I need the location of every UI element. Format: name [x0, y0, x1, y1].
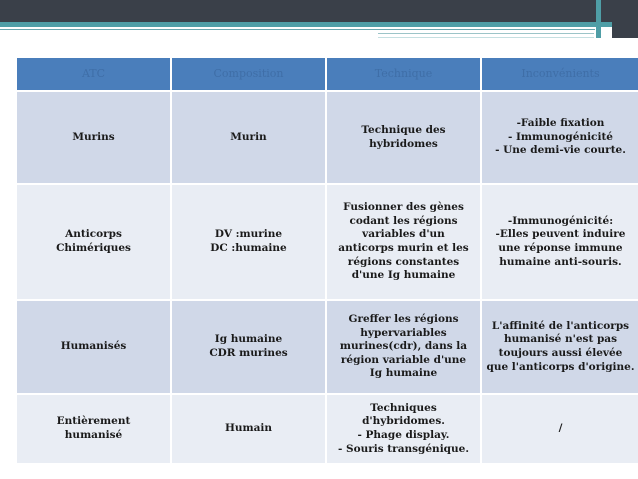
inconvenient-text: L'affinité de l'anticorps humanisé n'est pas toujours aussi élevée que l'anticorps d'origine. [486, 319, 635, 373]
row-atc-cell: Murins [16, 91, 171, 184]
row-composition-cell [171, 184, 326, 300]
table-row [16, 300, 638, 394]
row-technique-cell [326, 184, 481, 300]
row-inconvenients-cell [481, 184, 638, 300]
row-inconvenients-cell [481, 91, 638, 184]
header-technique: Technique [326, 57, 481, 91]
table-row [16, 394, 638, 464]
row-composition-cell: Humain [171, 394, 326, 464]
corner-stripe-decoration [596, 0, 601, 38]
row-atc-cell: Humanisés [16, 300, 171, 394]
accent-line [378, 33, 594, 34]
row-composition-cell [171, 300, 326, 394]
row-atc-cell [16, 394, 171, 464]
composition-item: DV :murine [214, 228, 283, 241]
table-header-row [16, 57, 638, 91]
inconvenient-item: - Une demi-vie courte. [495, 144, 626, 157]
inconvenient-item: -Immunogénicité: [507, 214, 614, 227]
table-row [16, 91, 638, 184]
table-row [16, 184, 638, 300]
inconvenient-item: -Elles peuvent induire une réponse immune humaine anti-souris. [495, 228, 626, 268]
atc-text: Entièrement humanisé [56, 415, 131, 441]
accent-line [0, 29, 595, 30]
header-atc: ATC [16, 57, 171, 91]
row-technique-cell [326, 300, 481, 394]
title-bar-decoration [0, 0, 638, 22]
technique-text: Technique des hybridomes [361, 123, 446, 150]
row-inconvenients-cell: / [481, 394, 638, 464]
composition-item: CDR murines [209, 347, 288, 359]
header-composition: Composition [171, 57, 326, 91]
accent-stripe [0, 22, 612, 27]
technique-item: - Phage display. [357, 429, 450, 441]
inconvenient-item: - Immunogénicité [508, 130, 613, 143]
row-atc-cell [16, 184, 171, 300]
composition-item: Ig humaine [214, 333, 283, 346]
accent-line [378, 37, 594, 38]
technique-item: Techniques d'hybridomes. [362, 401, 445, 428]
corner-block-decoration [612, 0, 638, 38]
header-inconvenients: Inconvénients [481, 57, 638, 91]
row-composition-cell: Murin [171, 91, 326, 184]
atc-comparison-table [15, 56, 638, 465]
technique-item: - Souris transgénique. [337, 442, 469, 455]
row-technique-cell [326, 91, 481, 184]
row-technique-cell [326, 394, 481, 464]
atc-text: Anticorps Chimériques [56, 228, 131, 254]
technique-text: Fusionner des gènes codant les régions variables d'un anticorps murin et les régions constantes d'une Ig humaine [338, 201, 469, 282]
technique-text: Greffer les régions hypervariables murines(cdr), dans la région variable d'une Ig humaine [339, 313, 468, 380]
composition-item: DC :humaine [210, 242, 287, 254]
row-inconvenients-cell [481, 300, 638, 394]
inconvenient-item: -Faible fixation [516, 117, 605, 130]
